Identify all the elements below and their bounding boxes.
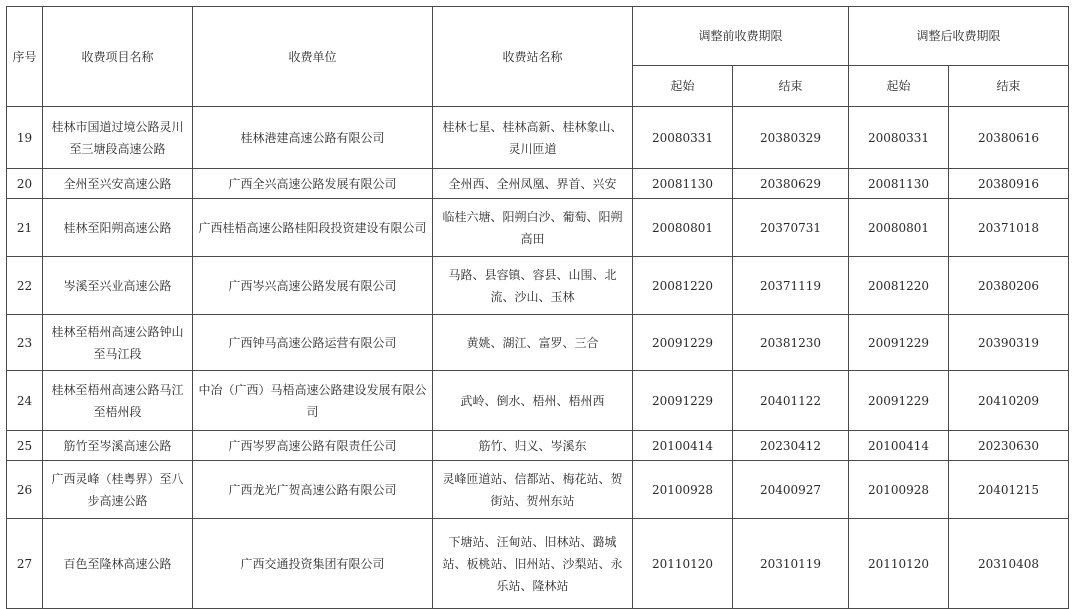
- header-stations: 收费站名称: [433, 7, 633, 107]
- row-stations: 下塘站、汪甸站、旧林站、潞城站、板桃站、旧州站、沙梨站、永乐站、隆林站: [433, 519, 633, 609]
- row-before-end: 20381230: [733, 315, 849, 371]
- row-after-end: 20410209: [949, 371, 1069, 431]
- row-seq: 26: [7, 461, 43, 519]
- row-after-end: 20380206: [949, 257, 1069, 315]
- row-item-name: 广西灵峰（桂粤界）至八步高速公路: [43, 461, 193, 519]
- row-before-start: 20080331: [633, 107, 733, 169]
- row-after-start: 20110120: [849, 519, 949, 609]
- row-after-start: 20100414: [849, 431, 949, 461]
- row-stations: 筋竹、归义、岑溪东: [433, 431, 633, 461]
- row-stations: 临桂六塘、阳朔白沙、葡萄、阳朔高田: [433, 199, 633, 257]
- row-item-name: 桂林至梧州高速公路钟山至马江段: [43, 315, 193, 371]
- row-before-end: 20400927: [733, 461, 849, 519]
- row-after-start: 20100928: [849, 461, 949, 519]
- table-row: [7, 431, 1069, 461]
- row-after-start: 20081220: [849, 257, 949, 315]
- row-unit: 广西岑罗高速公路有限责任公司: [193, 431, 433, 461]
- row-unit: 广西龙光广贺高速公路有限公司: [193, 461, 433, 519]
- row-before-start: 20091229: [633, 371, 733, 431]
- row-before-start: 20081130: [633, 169, 733, 199]
- row-seq: 21: [7, 199, 43, 257]
- table-row: [7, 519, 1069, 609]
- row-unit: 广西钟马高速公路运营有限公司: [193, 315, 433, 371]
- row-before-start: 20100414: [633, 431, 733, 461]
- table-row: [7, 461, 1069, 519]
- row-seq: 22: [7, 257, 43, 315]
- row-before-end: 20401122: [733, 371, 849, 431]
- row-before-start: 20081220: [633, 257, 733, 315]
- row-before-end: 20371119: [733, 257, 849, 315]
- header-after-period: 调整后收费期限: [849, 7, 1069, 66]
- table-row: [7, 107, 1069, 169]
- row-after-start: 20091229: [849, 315, 949, 371]
- header-after-end: 结束: [949, 66, 1069, 107]
- row-seq: 19: [7, 107, 43, 169]
- row-after-end: 20371018: [949, 199, 1069, 257]
- row-unit: 广西交通投资集团有限公司: [193, 519, 433, 609]
- row-after-end: 20401215: [949, 461, 1069, 519]
- row-before-start: 20100928: [633, 461, 733, 519]
- row-seq: 20: [7, 169, 43, 199]
- row-after-end: 20310408: [949, 519, 1069, 609]
- row-before-end: 20370731: [733, 199, 849, 257]
- row-after-end: 20390319: [949, 315, 1069, 371]
- header-unit: 收费单位: [193, 7, 433, 107]
- row-unit: 广西岑兴高速公路发展有限公司: [193, 257, 433, 315]
- row-after-end: 20380916: [949, 169, 1069, 199]
- row-seq: 24: [7, 371, 43, 431]
- row-after-start: 20081130: [849, 169, 949, 199]
- row-before-start: 20091229: [633, 315, 733, 371]
- header-row: [7, 7, 1069, 66]
- row-unit: 广西全兴高速公路发展有限公司: [193, 169, 433, 199]
- row-stations: 灵峰匝道站、信都站、梅花站、贺街站、贺州东站: [433, 461, 633, 519]
- row-item-name: 百色至隆林高速公路: [43, 519, 193, 609]
- row-before-end: 20310119: [733, 519, 849, 609]
- header-after-start: 起始: [849, 66, 949, 107]
- table-row: [7, 371, 1069, 431]
- table-row: [7, 169, 1069, 199]
- row-seq: 27: [7, 519, 43, 609]
- row-before-start: 20110120: [633, 519, 733, 609]
- table-row: [7, 315, 1069, 371]
- row-item-name: 桂林市国道过境公路灵川至三塘段高速公路: [43, 107, 193, 169]
- header-before-start: 起始: [633, 66, 733, 107]
- row-seq: 25: [7, 431, 43, 461]
- row-stations: 马路、县容镇、容县、山围、北流、沙山、玉林: [433, 257, 633, 315]
- header-before-period: 调整前收费期限: [633, 7, 849, 66]
- row-after-start: 20080331: [849, 107, 949, 169]
- header-item: 收费项目名称: [43, 7, 193, 107]
- row-item-name: 桂林至阳朔高速公路: [43, 199, 193, 257]
- row-item-name: 筋竹至岑溪高速公路: [43, 431, 193, 461]
- row-item-name: 全州至兴安高速公路: [43, 169, 193, 199]
- row-unit: 广西桂梧高速公路桂阳段投资建设有限公司: [193, 199, 433, 257]
- row-after-start: 20080801: [849, 199, 949, 257]
- row-after-start: 20091229: [849, 371, 949, 431]
- row-seq: 23: [7, 315, 43, 371]
- header-before-end: 结束: [733, 66, 849, 107]
- row-item-name: 桂林至梧州高速公路马江至梧州段: [43, 371, 193, 431]
- row-stations: 黄姚、湖江、富罗、三合: [433, 315, 633, 371]
- row-after-end: 20380616: [949, 107, 1069, 169]
- row-before-end: 20380329: [733, 107, 849, 169]
- table-row: [7, 199, 1069, 257]
- row-before-end: 20380629: [733, 169, 849, 199]
- row-before-end: 20230412: [733, 431, 849, 461]
- row-stations: 桂林七星、桂林高新、桂林象山、灵川匝道: [433, 107, 633, 169]
- row-unit: 桂林港建高速公路有限公司: [193, 107, 433, 169]
- table-row: [7, 257, 1069, 315]
- row-after-end: 20230630: [949, 431, 1069, 461]
- row-before-start: 20080801: [633, 199, 733, 257]
- header-seq: 序号: [7, 7, 43, 107]
- row-item-name: 岑溪至兴业高速公路: [43, 257, 193, 315]
- row-unit: 中冶（广西）马梧高速公路建设发展有限公司: [193, 371, 433, 431]
- row-stations: 武岭、倒水、梧州、梧州西: [433, 371, 633, 431]
- row-stations: 全州西、全州凤凰、界首、兴安: [433, 169, 633, 199]
- toll-period-table: [6, 6, 1069, 609]
